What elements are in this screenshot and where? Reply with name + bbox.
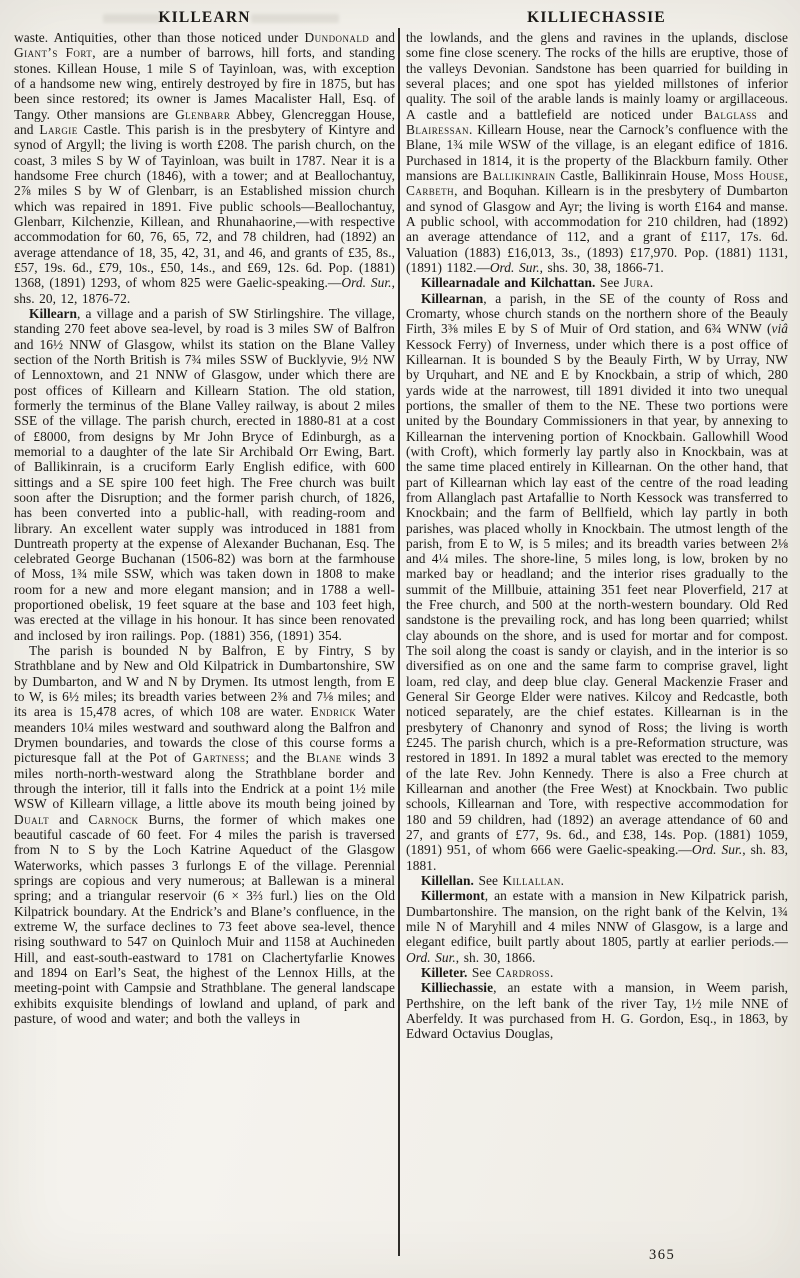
text-segment: and bbox=[49, 811, 89, 827]
cross-reference: Giant’s Fort bbox=[14, 45, 93, 61]
text-segment: and bbox=[757, 106, 788, 122]
paragraph bbox=[406, 30, 788, 275]
cross-reference: Dundonald bbox=[304, 30, 370, 45]
cross-reference: Dualt bbox=[14, 811, 50, 827]
paragraph bbox=[406, 873, 788, 888]
text-segment: , shs. 30, 38, 1866-71. bbox=[539, 259, 664, 275]
paragraph bbox=[14, 306, 395, 643]
running-head-right: KILLIECHASSIE bbox=[527, 9, 666, 26]
right-column bbox=[406, 30, 788, 1274]
cross-reference: Ballikinrain bbox=[482, 167, 556, 183]
cross-reference: Balglass bbox=[704, 106, 758, 122]
page-number: 365 bbox=[649, 1247, 676, 1263]
entry-title: Killeter. bbox=[421, 965, 468, 981]
text-segment: . bbox=[549, 965, 554, 981]
entry-title: Killiechassie bbox=[421, 980, 494, 996]
text-segment: Kessock Ferry) of Inverness, under which there is a post office of Killearnan. It is bounded S by the Beauly Firth, W by Urray, NW by Urquhart, and NE and E by Knockbain, a strip of which, 280 yards wide at the narrowest, till 1891 divided it into two unequal portions, the smaller of them to the NE. These two portions were united by the Boundary Commissioners in that year, by annexing to Killearnan the intervening portion of Knockbain. Gallowhill Wood (with Croft), which formerly lay partly also in Knockbain, was at the same time placed entirely in Killearnan. On the other hand, that part of Killearnan which lay east of the centre of the road leading from Allanglach past Artafallie to North Kessock was transferred to Knockbain; and the farm of Bellfield, which lay partly in both parishes, was placed wholly in Knockbain. The utmost length of the parish, from E to W, is 5 miles; and its breadth varies between 2⅛ and 4¼ miles. The shore-line, 5 miles long, is low, broken by no marked bay or headland; and the interior rises gradually to the summit of the Millbuie, attaining 351 feet near Ploverfield, 217 at the Free church, and 500 at the north-western boundary. Old Red sandstone is the prevailing rock, and has long been quarried; whilst clay abounds on the shore, and is used for mortar and for compost. The soil along the coast is sandy or clayish, and in the interior is so diversified as on one and the same farm to comprise gravel, light loam, red clay, and deep blue clay. General Mackenzie Fraser and General Sir George Elder were natives. Kilcoy and Redcastle, both noticed separately, are the chief estates. Killearnan is in the presbytery of Chanonry and synod of Ross; the living is worth £245. The parish church, which is a pre-Reformation structure, was restored in 1891. In 1892 a mural tablet was erected to the memory of the late Rev. John Kennedy. There is also a Free church at Killearnan and another (the Free West) at Knockbain. Two public schools, Killearnan and Tore, with respective accommodation for 180 and 59 children, had (1892) an average attendance of 60 and 27, and grants of £77, 9s. 6d., and £38, 14s. Pop. (1881) 1059, (1891) 951, of whom 666 were Gaelic-speaking.— bbox=[406, 336, 788, 858]
cross-reference: Glenbarr bbox=[175, 106, 231, 122]
text-segment: . bbox=[649, 275, 654, 291]
paragraph bbox=[406, 888, 788, 965]
text-segment: . bbox=[560, 873, 565, 889]
cross-reference: Largie bbox=[39, 121, 78, 137]
italic-citation: viâ bbox=[771, 321, 788, 337]
text-segment: , are a number of barrows, hill forts, and standing stones. Killean House, 1 mile S of Tayinloan, was, with exception of a handsome new wing, entirely destroyed by fire in 1875, but has been since restored; its owner is James Macalister Hall, Esq. of Tangy. Other mansions are bbox=[14, 45, 395, 122]
text-segment: , an estate with a mansion in New Kilpatrick parish, Dumbartonshire. The mansion, on the right bank of the Kelvin, 1¾ mile N of Maryhill and 4 miles NNW of Glasgow, is a large and elegant edifice, built partly about 1805, partly at earlier periods.— bbox=[406, 888, 788, 950]
cross-reference: Blairessan bbox=[406, 121, 469, 137]
column-divider-rule bbox=[398, 28, 400, 1256]
text-segment: See bbox=[595, 275, 624, 291]
text-segment: , a parish, in the SE of the county of Ross and Cromarty, whose church stands on the northern shore of the Beauly Firth, 3⅜ miles E by S of Muir of Ord station, and 6¾ WNW ( bbox=[406, 290, 788, 337]
text-segment: Castle, Ballikinrain House, bbox=[555, 167, 714, 183]
text-segment: Abbey, Glencreggan House, and bbox=[14, 106, 395, 137]
text-segment: The parish is bounded N by Balfron, E by Fintry, S by Strathblane and by New and Old Kilpatrick in Dumbartonshire, SW by Dumbarton, and W and N by Drymen. Its utmost length, from E to W, is 6½ miles; its breadth varies between 2⅜ and 7⅛ miles; and its area is 15,478 acres, of which 108 are water. bbox=[14, 643, 395, 720]
text-segment: See bbox=[473, 873, 503, 889]
entry-title: Killearnan bbox=[421, 290, 484, 306]
paragraph bbox=[14, 643, 395, 1026]
text-segment: Burns, the former of which makes one beautiful cascade of 60 feet. For 4 miles the parish is traversed from N to S by the Loch Katrine Aqueduct of the Glasgow Waterworks, which passes 3 furlongs E of the village. Perennial springs are copious and very numerous; at Ballewan is a mineral spring; and a triangular reservoir (6 × 3⅔ furl.) lies on the Old Kilpatrick boundary. At the Endrick’s and Blane’s confluence, in the extreme W, the surface declines to 73 feet above sea-level, thence rising southward to 547 on Quinloch Muir and 1158 at Auchineden Hill, and east-south-eastward to 1781 on Clachertyfarlie Knowes and 1894 on Earl’s Seat, the highest of the Lennox Hills, at the meeting-point with Campsie and Strathblane. The general landscape exhibits exquisite blendings of lowland and upland, of park and pasture, of wood and water; and both the valleys in bbox=[14, 811, 395, 1026]
text-segment: ; and the bbox=[245, 750, 307, 766]
text-segment: the lowlands, and the glens and ravines in the uplands, disclose some fine close scenery. The rocks of the hills are eruptive, those of the valleys Devonian. Sandstone has been quarried for building in several places; and one spot has yielded millstones of inferior quality. The soil of the arable lands is mainly loamy or argillaceous. A castle and a battlefield are noticed under bbox=[406, 30, 788, 122]
text-segment: , an estate with a mansion, in Weem parish, Perthshire, on the left bank of the river Tay, 1½ mile NNE of Aberfeldy. It was purchased from H. G. Gordon, Esq., in 1863, by Edward Octavius Douglas, bbox=[406, 980, 788, 1042]
cross-reference: Gartness bbox=[192, 750, 246, 766]
cross-reference: Carnock bbox=[88, 811, 139, 827]
entry-title: Killearnadale and Kilchattan. bbox=[421, 275, 596, 291]
text-segment: and bbox=[369, 30, 395, 45]
paragraph bbox=[406, 965, 788, 980]
paragraph bbox=[406, 275, 788, 290]
entry-title: Killearn bbox=[29, 305, 78, 321]
entry-title: Killellan. bbox=[421, 873, 474, 889]
paragraph bbox=[406, 980, 788, 1041]
paragraph bbox=[14, 30, 395, 306]
cross-reference: Moss House bbox=[713, 167, 785, 183]
text-segment: See bbox=[467, 965, 496, 981]
text-segment: , sh. 83, 1881. bbox=[406, 842, 788, 873]
text-segment: , bbox=[784, 167, 788, 183]
cross-reference: Jura bbox=[623, 275, 650, 291]
text-segment: waste. Antiquities, other than those noticed under bbox=[14, 30, 305, 45]
text-segment: winds 3 miles north-north-westward along the Strathblane border and through the interior, till it falls into the Endrick at a point 1½ mile WSW of Killearn village, a little above its mouth being joined by bbox=[14, 750, 395, 812]
italic-citation: Ord. Sur. bbox=[341, 275, 392, 291]
text-segment: , sh. 30, 1866. bbox=[455, 949, 536, 965]
text-segment: , shs. 20, 12, 1876-72. bbox=[14, 275, 395, 306]
cross-reference: Endrick bbox=[310, 704, 357, 720]
text-segment: Castle. This parish is in the presbytery of Kintyre and synod of Argyll; the living is worth £208. The parish church, on the coast, 3 miles S by W of Tayinloan, was built in 1787. Near it is a handsome Free church (1846), with a tower; and at Beallochantuy, 2⅞ miles S by W of Glenbarr, is an Established mission church which was repaired in 1891. Five public schools—Beallochantuy, Glenbarr, Kilchenzie, Killean, and Rhunahaorine,—with respective accommodation for 60, 76, 65, 72, and 78 children, had (1892) an average attendance of 18, 35, 42, 31, and 46, and grants of £35, 8s., £57, 19s. 6d., £79, 10s., £50, 14s., and £69, 12s. 6d. Pop. (1881) 1368, (1891) 1293, of whom 825 were Gaelic-speaking.— bbox=[14, 121, 395, 291]
running-head-left: KILLEARN bbox=[158, 9, 251, 26]
italic-citation: Ord. Sur. bbox=[489, 259, 540, 275]
italic-citation: Ord. Sur. bbox=[691, 842, 743, 858]
left-column bbox=[14, 30, 395, 1274]
cross-reference: Killallan bbox=[502, 873, 561, 889]
cross-reference: Blane bbox=[306, 750, 342, 766]
text-segment: , and Boquhan. Killearn is in the presbytery of Dumbarton and synod of Glasgow and Ayr; the living is worth £164 and manse. A public school, with accommodation for 210 children, had (1892) an average attendance of 112, and a grant of £117, 17s. 6d. Valuation (1883) £16,013, 3s., (1893) £17,970. Pop. (1881) 1131, (1891) 1182.— bbox=[406, 183, 788, 275]
text-segment: Water meanders 10¼ miles westward and southward along the Balfron and Drymen boundaries, and towards the close of this course forms a picturesque fall at the Pot of bbox=[14, 704, 395, 766]
entry-title: Killermont bbox=[421, 888, 485, 904]
text-segment: . Killearn House, near the Carnock’s confluence with the Blane, 1¾ mile WSW of the village, is an elegant edifice of 1816. Purchased in 1814, it is the property of the Blackburn family. Other mansions are bbox=[406, 121, 788, 183]
paragraph bbox=[406, 291, 788, 873]
italic-citation: Ord. Sur. bbox=[406, 949, 456, 965]
cross-reference: Carbeth bbox=[406, 183, 455, 199]
cross-reference: Cardross bbox=[495, 965, 550, 981]
text-segment: , a village and a parish of SW Stirlingshire. The village, standing 270 feet above sea-level, by road is 3 miles SW of Balfron and 16½ NNW of Glasgow, whilst its station on the Blane Valley section of the North British is 7¾ miles SSW of Bucklyvie, 9½ NW of Lennoxtown, and 21 NNW of Glasgow, under which there are post offices of Killearn and Killearn Station. The old station, formerly the terminus of the Blane Valley railway, is about 2 miles SSE of the village. The parish church, erected in 1880-81 at a cost of £8000, from designs by Mr John Bryce of Edinburgh, as a memorial to a daughter of the late Sir Archibald Orr Ewing, Bart. of Ballikinrain, is a cruciform Early English edifice, with 600 sittings and a SE spire 100 feet high. The Free church was built soon after the Disruption; and the former parish church, of 1826, has been converted into a public-hall, with reading-room and library. An excellent water supply was introduced in 1881 from Duntreath property at the expense of Alexander Buchanan, Esq. The celebrated George Buchanan (1506-82) was born at the farmhouse of Moss, 1¾ mile SSW, which was taken down in 1808 to make room for a new and more elegant mansion; and in 1788 a well-proportioned obelisk, 19 feet square at the base and 103 feet high, was erected at the village in his honour. It has since been renovated and inclosed by iron railings. Pop. (1881) 356, (1891) 354. bbox=[14, 305, 395, 643]
